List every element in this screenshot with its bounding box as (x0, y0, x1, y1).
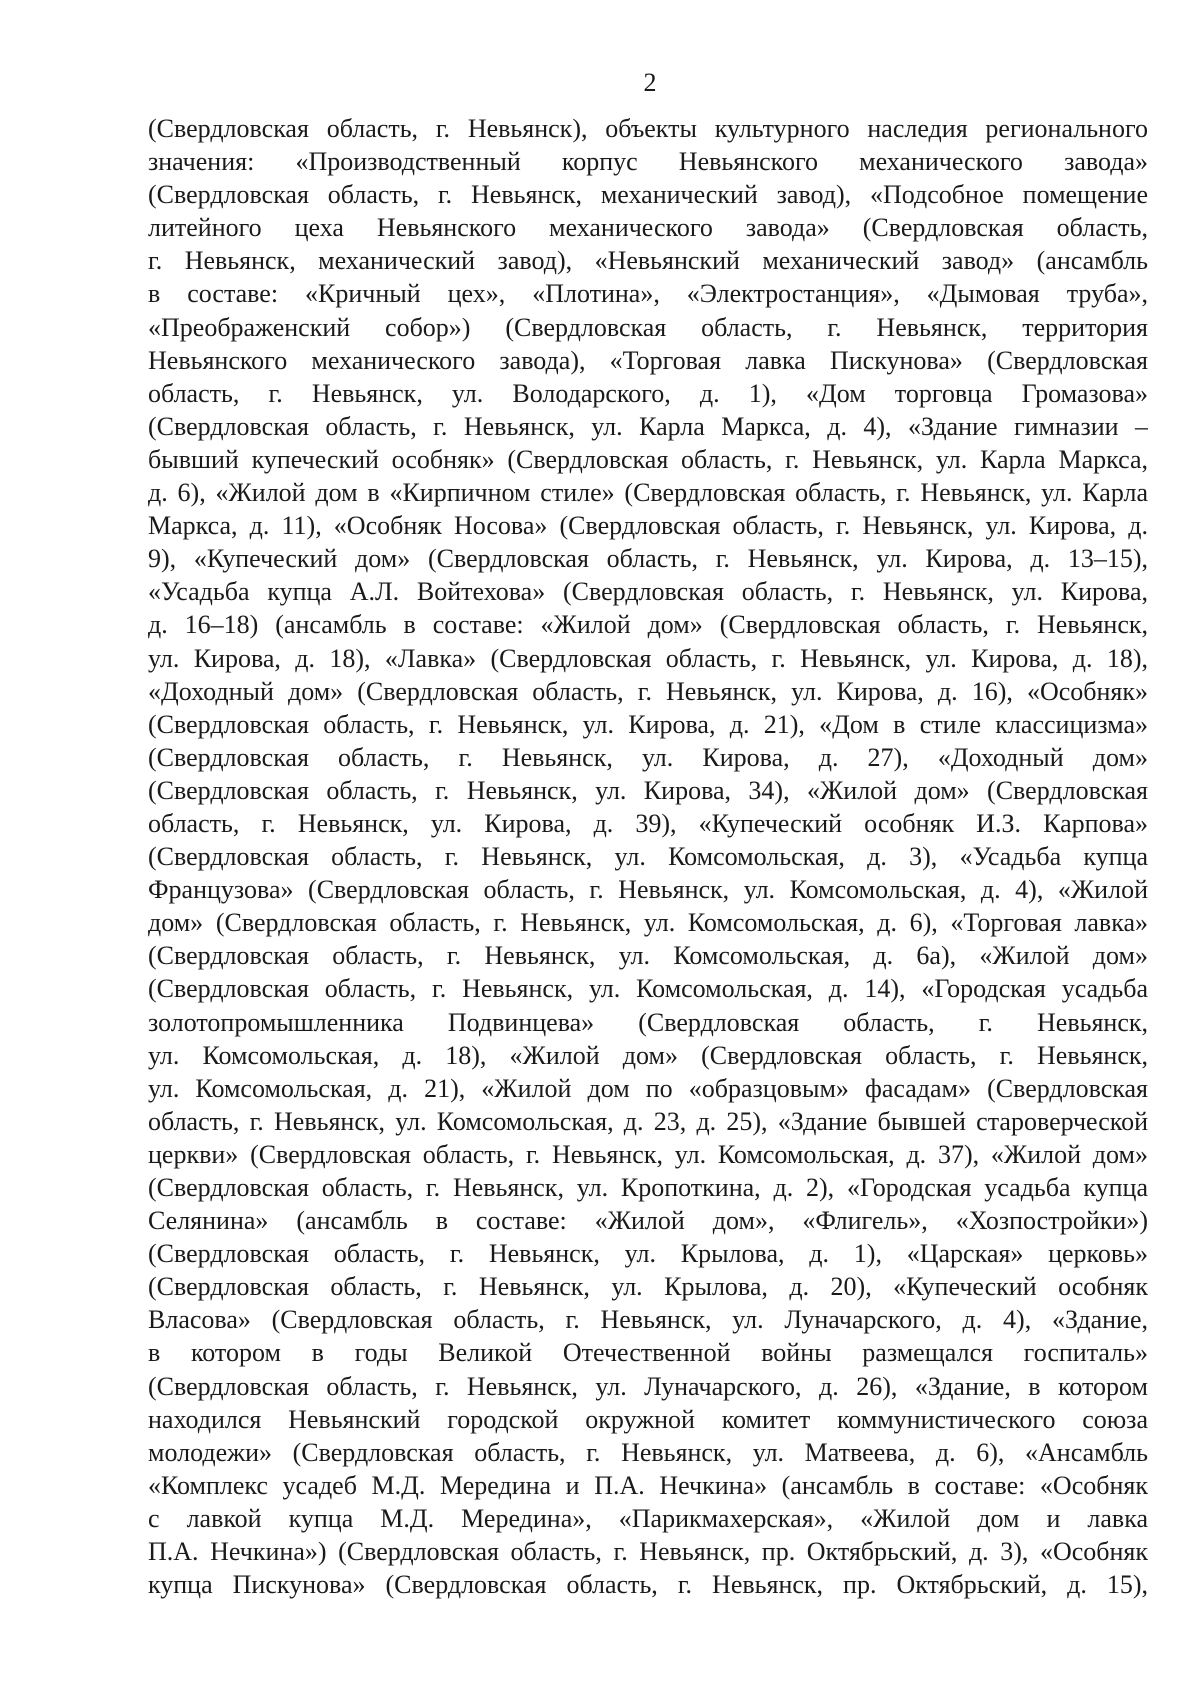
text-line: Маркса, д. 11), «Особняк Носова» (Свердловская область, г. Невьянск, ул. Кирова, д. (148, 511, 1148, 541)
text-line: литейного цеха Невьянского механического завода» (Свердловская область, (148, 213, 1148, 243)
text-line: (Свердловская область, г. Невьянск, ул. Комсомольская, д. 3), «Усадьба купца (148, 842, 1148, 872)
text-line: ул. Комсомольская, д. 21), «Жилой дом по «образцовым» фасадам» (Свердловская (148, 1073, 1148, 1103)
text-line: (Свердловская область, г. Невьянск, ул. Кирова, д. 27), «Доходный дом» (148, 742, 1148, 772)
text-line: Власова» (Свердловская область, г. Невьянск, ул. Луначарского, д. 4), «Здание, (148, 1305, 1148, 1335)
text-line: в составе: «Кричный цех», «Плотина», «Электростанция», «Дымовая труба», (148, 279, 1148, 309)
text-line: Французова» (Свердловская область, г. Невьянск, ул. Комсомольская, д. 4), «Жилой (148, 875, 1148, 905)
text-line: д. 6), «Жилой дом в «Кирпичном стиле» (Свердловская область, г. Невьянск, ул. Карла (148, 478, 1148, 508)
text-line: бывший купеческий особняк» (Свердловская область, г. Невьянск, ул. Карла Маркса, (148, 444, 1148, 474)
text-line: (Свердловская область, г. Невьянск, ул. Кирова, 34), «Жилой дом» (Свердловская (148, 775, 1148, 805)
text-line: (Свердловская область, г. Невьянск, ул. Кирова, д. 21), «Дом в стиле классицизма» (148, 709, 1148, 739)
text-line: ул. Кирова, д. 18), «Лавка» (Свердловская область, г. Невьянск, ул. Кирова, д. 18), (148, 643, 1148, 673)
text-line: область, г. Невьянск, ул. Комсомольская, д. 23, д. 25), «Здание бывшей староверческой (148, 1106, 1148, 1136)
text-line: находился Невьянский городской окружной комитет коммунистического союза (148, 1404, 1148, 1434)
text-line: церкви» (Свердловская область, г. Невьянск, ул. Комсомольская, д. 37), «Жилой дом» (148, 1139, 1148, 1169)
text-line: (Свердловская область, г. Невьянск, ул. Комсомольская, д. 6а), «Жилой дом» (148, 941, 1148, 971)
text-line: в котором в годы Великой Отечественной войны размещался госпиталь» (148, 1338, 1148, 1368)
text-line: область, г. Невьянск, ул. Володарского, д. 1), «Дом торговца Громазова» (148, 378, 1148, 408)
text-line: молодежи» (Свердловская область, г. Невьянск, ул. Матвеева, д. 6), «Ансамбль (148, 1437, 1148, 1467)
document-body (148, 112, 1148, 1601)
text-line: Селянина» (ансамбль в составе: «Жилой дом», «Флигель», «Хозпостройки») (148, 1206, 1148, 1236)
text-line: с лавкой купца М.Д. Мередина», «Парикмахерская», «Жилой дом и лавка (148, 1503, 1148, 1533)
text-line: область, г. Невьянск, ул. Кирова, д. 39), «Купеческий особняк И.З. Карпова» (148, 808, 1148, 838)
text-line: П.А. Нечкина») (Свердловская область, г. Невьянск, пр. Октябрьский, д. 3), «Особняк (148, 1537, 1148, 1567)
text-line: (Свердловская область, г. Невьянск, ул. Крылова, д. 1), «Царская» церковь» (148, 1239, 1148, 1269)
text-line: ул. Комсомольская, д. 18), «Жилой дом» (Свердловская область, г. Невьянск, (148, 1040, 1148, 1070)
text-line: Невьянского механического завода), «Торговая лавка Пискунова» (Свердловская (148, 345, 1148, 375)
text-line: (Свердловская область, г. Невьянск, ул. Крылова, д. 20), «Купеческий особняк (148, 1272, 1148, 1302)
text-line: (Свердловская область, г. Невьянск), объекты культурного наследия регионального (148, 114, 1148, 143)
text-line: (Свердловская область, г. Невьянск, ул. Комсомольская, д. 14), «Городская усадьба (148, 974, 1148, 1004)
text-line: значения: «Производственный корпус Невьянского механического завода» (148, 147, 1148, 177)
text-line: г. Невьянск, механический завод), «Невьянский механический завод» (ансамбль (148, 246, 1148, 276)
text-line: (Свердловская область, г. Невьянск, ул. Карла Маркса, д. 4), «Здание гимназии – (148, 411, 1148, 441)
text-line: «Усадьба купца А.Л. Войтехова» (Свердловская область, г. Невьянск, ул. Кирова, (148, 577, 1148, 607)
text-line: (Свердловская область, г. Невьянск, ул. Кропоткина, д. 2), «Городская усадьба купца (148, 1173, 1148, 1202)
text-line: «Доходный дом» (Свердловская область, г. Невьянск, ул. Кирова, д. 16), «Особняк» (148, 676, 1148, 706)
page-number: 2 (643, 68, 657, 97)
text-line: купца Пискунова» (Свердловская область, г. Невьянск, пр. Октябрьский, д. 15), (148, 1570, 1148, 1600)
text-line: золотопромышленника Подвинцева» (Свердловская область, г. Невьянск, (148, 1007, 1148, 1037)
text-line: «Комплекс усадеб М.Д. Мередина и П.А. Нечкина» (ансамбль в составе: «Особняк (148, 1470, 1148, 1500)
text-line: «Преображенский собор») (Свердловская область, г. Невьянск, территория (148, 312, 1148, 342)
text-line: дом» (Свердловская область, г. Невьянск, ул. Комсомольская, д. 6), «Торговая лавка» (148, 908, 1148, 938)
text-line: 9), «Купеческий дом» (Свердловская область, г. Невьянск, ул. Кирова, д. 13–15), (148, 544, 1148, 574)
text-line: д. 16–18) (ансамбль в составе: «Жилой дом» (Свердловская область, г. Невьянск, (148, 610, 1148, 640)
text-line: (Свердловская область, г. Невьянск, механический завод), «Подсобное помещение (148, 180, 1148, 210)
text-line: (Свердловская область, г. Невьянск, ул. Луначарского, д. 26), «Здание, в котором (148, 1371, 1148, 1401)
